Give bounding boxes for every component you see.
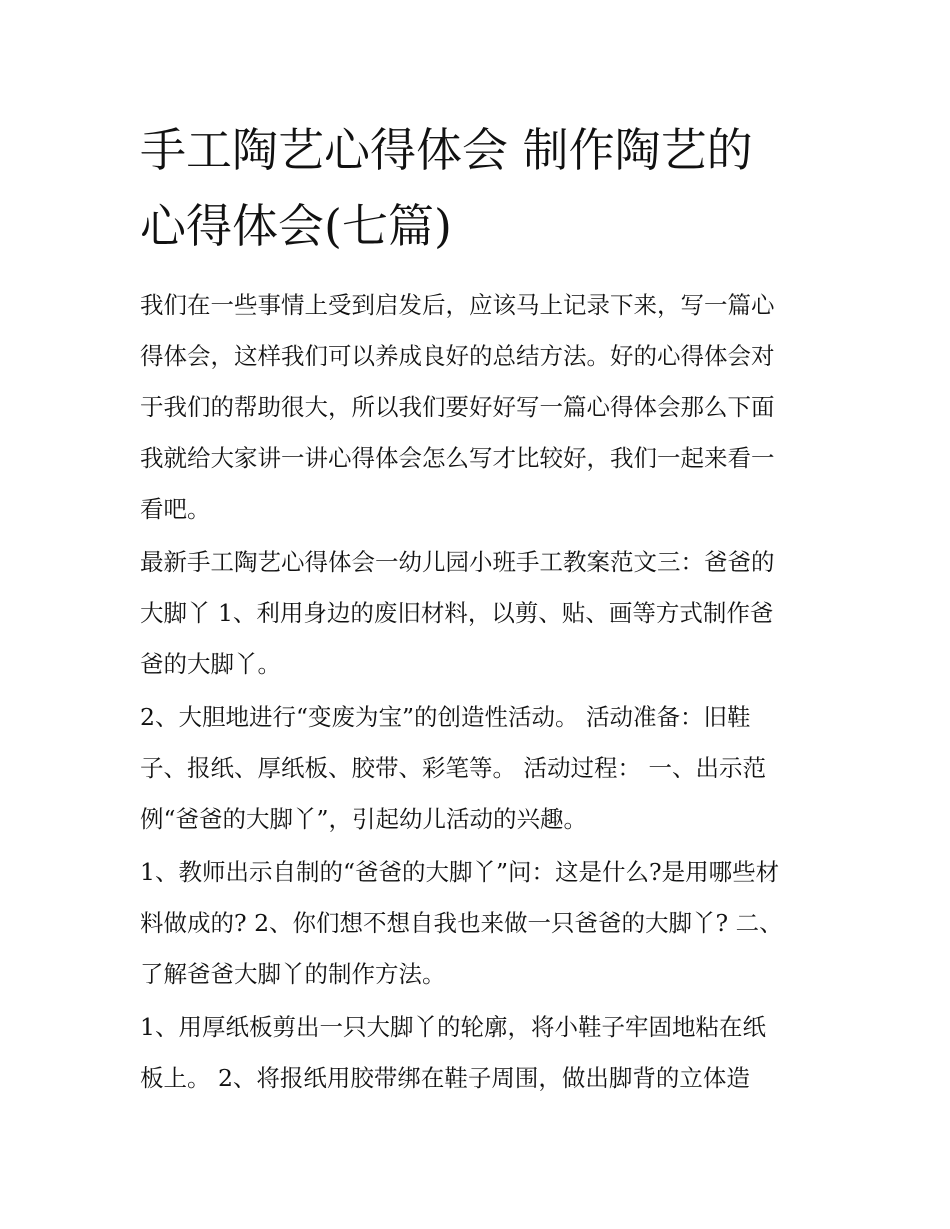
text-line: 爸的大脚丫。 (140, 650, 281, 678)
document-content (140, 112, 820, 1106)
text-line: 得体会，这样我们可以养成良好的总结方法。好的心得体会对 (140, 342, 775, 370)
text-line: 我就给大家讲一讲心得体会怎么写才比较好，我们一起来看一 (140, 444, 775, 472)
text-line: 2、大胆地进行“变废为宝”的创造性活动。 活动准备：旧鞋 (140, 703, 751, 731)
text-line: 最新手工陶艺心得体会一幼儿园小班手工教案范文三：爸爸的 (140, 548, 775, 576)
text-line: 料做成的? 2、你们想不想自我也来做一只爸爸的大脚丫? 二、 (140, 909, 783, 937)
text-line: 1、用厚纸板剪出一只大脚丫的轮廓，将小鞋子牢固地粘在纸 (140, 1013, 766, 1041)
document-body (140, 280, 820, 1104)
paragraph-intro (140, 280, 820, 535)
text-line: 子、报纸、厚纸板、胶带、彩笔等。 活动过程： 一、出示范 (140, 754, 766, 782)
text-line: 例“爸爸的大脚丫”，引起幼儿活动的兴趣。 (140, 805, 588, 833)
text-line: 看吧。 (140, 495, 211, 523)
title-line: 心得体会(七篇) (140, 199, 452, 253)
text-line: 大脚丫 1、利用身边的废旧材料，以剪、贴、画等方式制作爸 (140, 599, 774, 627)
text-line: 于我们的帮助很大，所以我们要好好写一篇心得体会那么下面 (140, 393, 775, 421)
text-line: 1、教师出示自制的“爸爸的大脚丫”问：这是什么?是用哪些材 (140, 858, 780, 886)
document-title (140, 112, 820, 264)
title-line: 手工陶艺心得体会 制作陶艺的 (140, 123, 753, 177)
paragraph-lesson-intro (140, 537, 820, 690)
paragraph-teacher-demo (140, 847, 820, 1000)
text-line: 我们在一些事情上受到启发后，应该马上记录下来，写一篇心 (140, 291, 775, 319)
paragraph-method (140, 1002, 820, 1104)
paragraph-activity-prep (140, 692, 820, 845)
text-line: 了解爸爸大脚丫的制作方法。 (140, 960, 446, 988)
text-line: 板上。 2、将报纸用胶带绑在鞋子周围，做出脚背的立体造 (140, 1064, 750, 1092)
